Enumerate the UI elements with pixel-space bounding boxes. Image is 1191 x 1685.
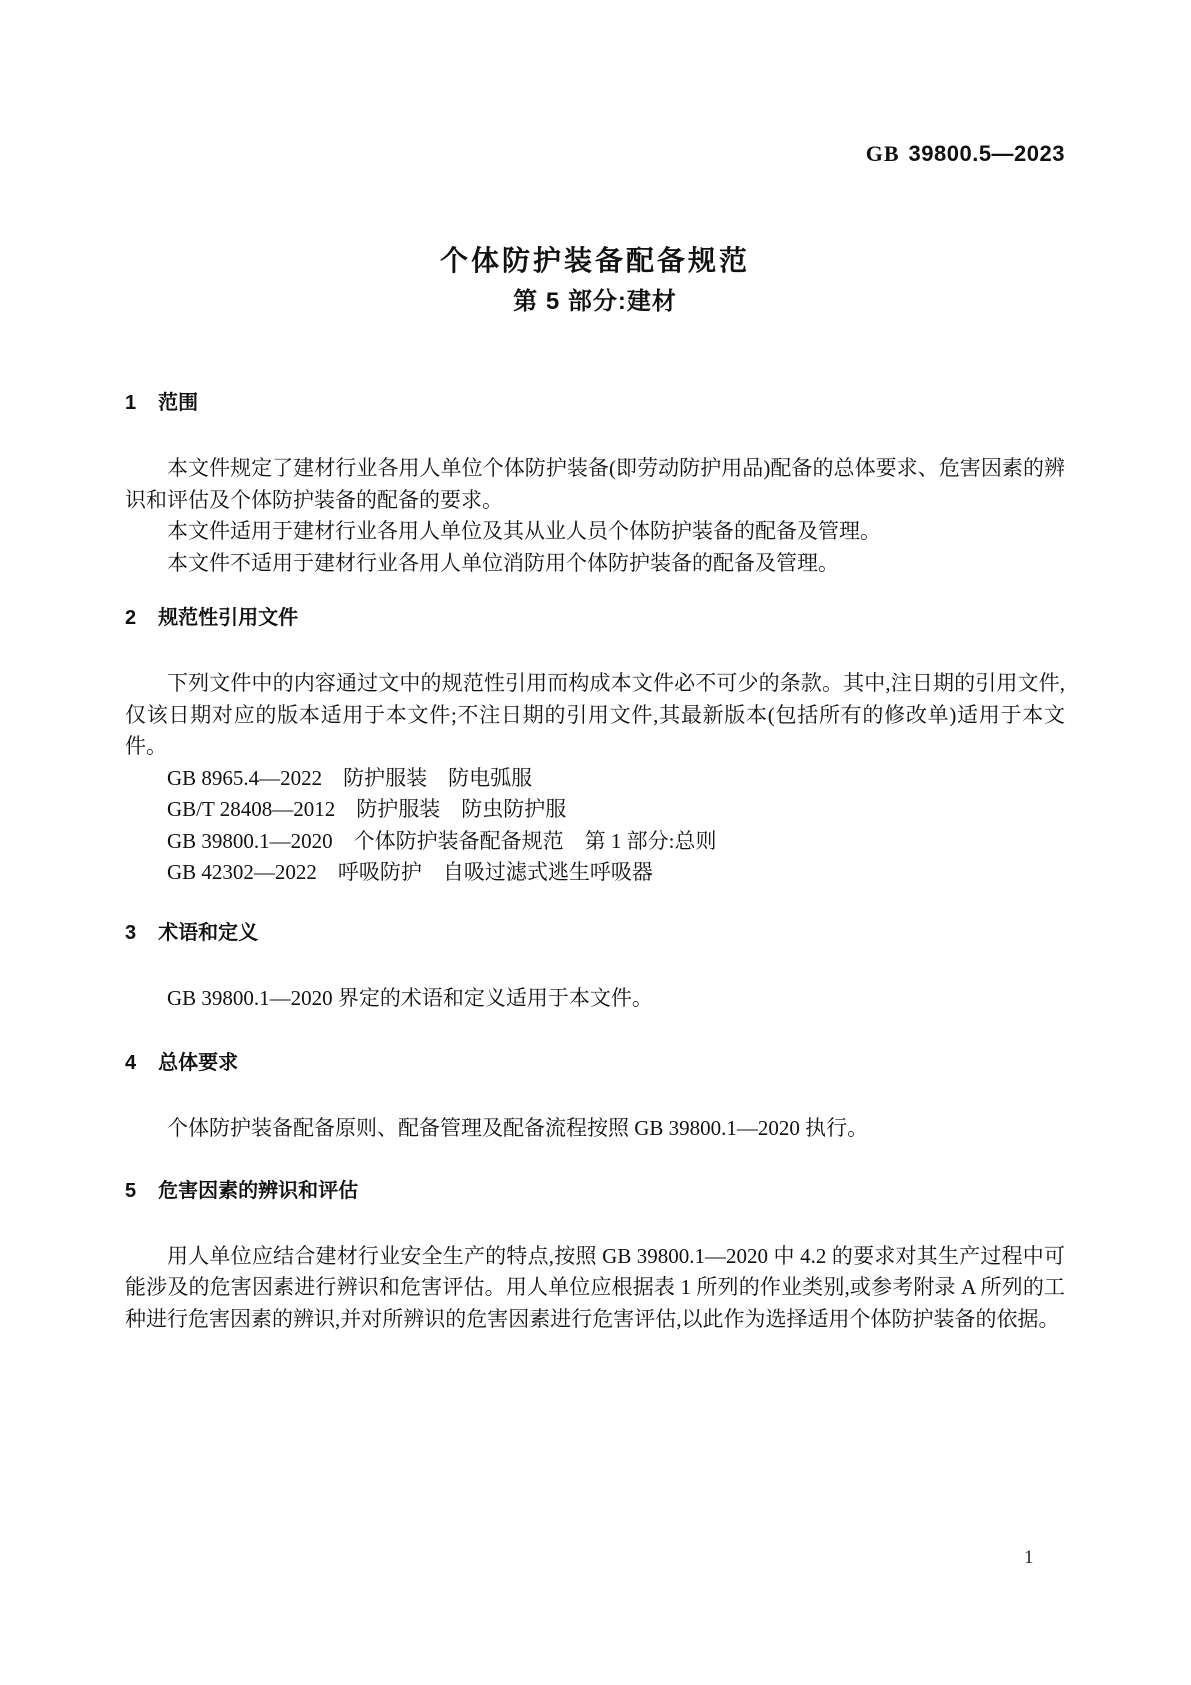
- section-hazard-identification: [125, 1178, 1065, 1336]
- section-title: 危害因素的辨识和评估: [158, 1179, 359, 1202]
- paragraph: 本文件不适用于建材行业各用人单位消防用个体防护装备的配备及管理。: [167, 550, 839, 575]
- section-general-requirements: [125, 1050, 1065, 1145]
- paragraph: 下列文件中的内容通过文中的规范性引用而构成本文件必不可少的条款。其中,注日期的引用文件,仅该日期对应的版本适用于本文件;不注日期的引用文件,其最新版本(包括所有的修改单)适用于本文件。: [125, 671, 1065, 758]
- reference-item: GB 42302—2022 呼吸防护 自吸过滤式逃生呼吸器: [167, 860, 653, 884]
- section-heading: [125, 605, 1065, 631]
- reference-item: GB/T 28408—2012 防护服装 防虫防护服: [167, 797, 567, 821]
- section-scope: [125, 390, 1065, 579]
- standard-code-number: 39800.5—2023: [908, 141, 1065, 166]
- section-heading: [125, 1178, 1065, 1204]
- standard-code-prefix: GB: [865, 141, 900, 166]
- section-title: 范围: [158, 392, 199, 414]
- section-heading: [125, 390, 1065, 416]
- section-number: 1: [125, 392, 137, 414]
- paragraph: 本文件规定了建材行业各用人单位个体防护装备(即劳动防护用品)配备的总体要求、危害因素的辨识和评估及个体防护装备的配备的要求。: [125, 456, 1065, 512]
- section-title: 术语和定义: [158, 921, 259, 944]
- section-terms-definitions: [125, 920, 1065, 1015]
- page-number: 1: [1024, 1547, 1034, 1568]
- document-title: 个体防护装备配备规范: [439, 245, 750, 276]
- section-heading: [125, 1050, 1065, 1076]
- reference-item: GB 39800.1—2020 个体防护装备配备规范 第 1 部分:总则: [167, 828, 717, 853]
- paragraph: 个体防护装备配备原则、配备管理及配备流程按照 GB 39800.1—2020 执行。: [167, 1116, 869, 1140]
- paragraph: 本文件适用于建材行业各用人单位及其从业人员个体防护装备的配备及管理。: [167, 519, 881, 543]
- section-number: 3: [125, 921, 137, 944]
- section-heading: [125, 920, 1065, 946]
- document-subtitle: 第 5 部分:建材: [513, 288, 677, 315]
- section-number: 4: [125, 1052, 137, 1074]
- section-title: 总体要求: [158, 1052, 239, 1074]
- reference-item: GB 8965.4—2022 防护服装 防电弧服: [167, 765, 533, 790]
- paragraph: 用人单位应结合建材行业安全生产的特点,按照 GB 39800.1—2020 中 4.2 的要求对其生产过程中可能涉及的危害因素进行辨识和危害评估。用人单位应根据表 1 所列的作业类别,或参考附录 A 所列的工种进行危害因素的辨识,并对所辨识的危害因素进行危害评估,以此作为选择适用个体防护装备的依据。: [125, 1243, 1065, 1331]
- paragraph: GB 39800.1—2020 界定的术语和定义适用于本文件。: [167, 985, 653, 1010]
- section-title: 规范性引用文件: [158, 607, 299, 629]
- section-number: 5: [125, 1179, 137, 1202]
- section-number: 2: [125, 607, 137, 629]
- standard-code: [125, 0, 1065, 167]
- section-normative-references: [125, 605, 1065, 889]
